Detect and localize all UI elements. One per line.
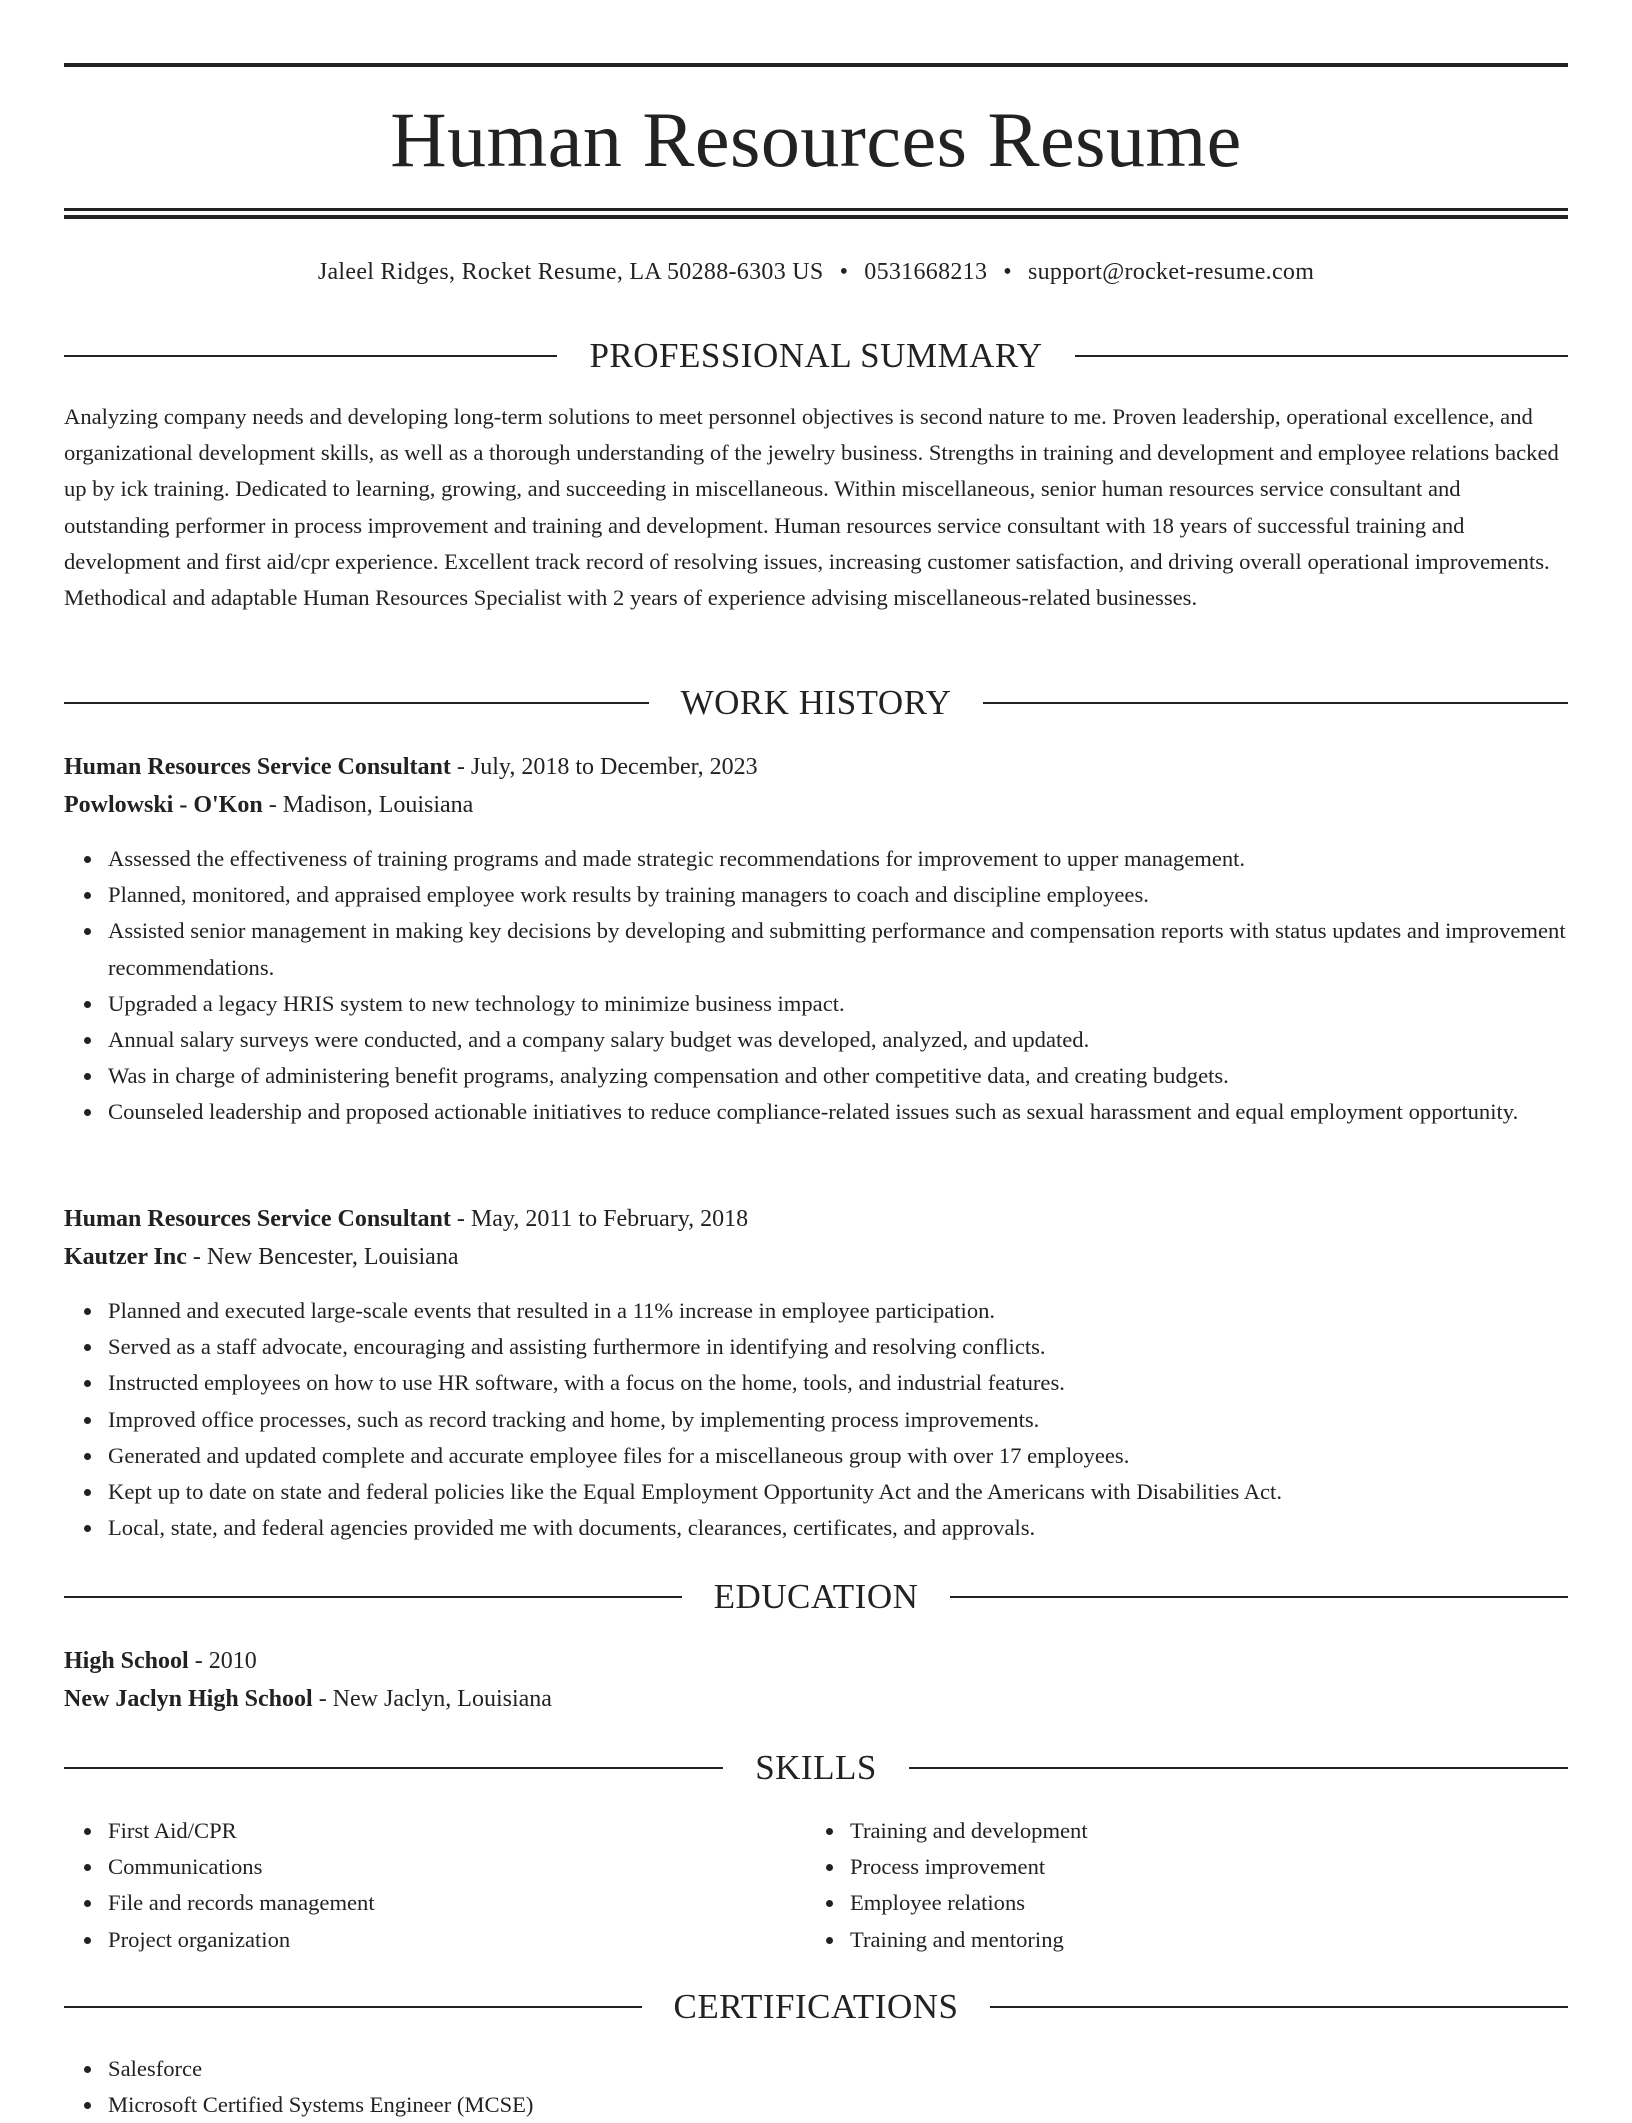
job-bullets bbox=[64, 1293, 1612, 1546]
divider-line bbox=[64, 1596, 682, 1598]
job-company-line bbox=[64, 786, 1568, 824]
list-item: Process improvement bbox=[850, 1849, 1632, 1885]
list-item: Instructed employees on how to use HR software, with a focus on the home, tools, and industrial features. bbox=[108, 1365, 1612, 1401]
education-school-line bbox=[64, 1680, 1568, 1718]
job-title-line bbox=[64, 1200, 1568, 1238]
list-item: Kept up to date on state and federal policies like the Equal Employment Opportunity Act and the Americans with Disabilities Act. bbox=[108, 1474, 1612, 1510]
list-item: Microsoft Certified Systems Engineer (MCSE) bbox=[108, 2087, 1612, 2123]
job-company-line bbox=[64, 1238, 1568, 1276]
list-item: Improved office processes, such as record tracking and home, by implementing process improvements. bbox=[108, 1402, 1612, 1438]
contact-line bbox=[64, 254, 1568, 290]
section-header-skills bbox=[64, 1746, 1568, 1790]
education-degree: High School bbox=[64, 1648, 189, 1674]
title-rule-lower bbox=[64, 215, 1568, 219]
section-title: SKILLS bbox=[755, 1748, 877, 1787]
section-header-work-history bbox=[64, 681, 1568, 725]
divider-line bbox=[64, 702, 649, 704]
job-location: - New Bencester, Louisiana bbox=[186, 1244, 459, 1270]
divider-line bbox=[64, 355, 557, 357]
education-school: New Jaclyn High School bbox=[64, 1686, 313, 1712]
list-item: Employee relations bbox=[850, 1885, 1632, 1921]
title-rule-upper bbox=[64, 208, 1568, 211]
list-item: Communications bbox=[108, 1849, 1612, 1885]
top-rule bbox=[64, 63, 1568, 67]
divider-line bbox=[64, 1767, 723, 1769]
list-item: Training and mentoring bbox=[850, 1922, 1632, 1958]
section-header-education bbox=[64, 1575, 1568, 1619]
job-title: Human Resources Service Consultant bbox=[64, 754, 451, 780]
job-title: Human Resources Service Consultant bbox=[64, 1206, 451, 1232]
list-item: Training and development bbox=[850, 1813, 1632, 1849]
list-item: File and records management bbox=[108, 1885, 1612, 1921]
divider-line bbox=[983, 702, 1568, 704]
divider-line bbox=[950, 1596, 1568, 1598]
section-title: EDUCATION bbox=[713, 1577, 919, 1616]
education-location: - New Jaclyn, Louisiana bbox=[312, 1686, 552, 1712]
contact-separator: • bbox=[839, 259, 849, 285]
list-item: Local, state, and federal agencies provided me with documents, clearances, certificates, and approvals. bbox=[108, 1510, 1612, 1546]
contact-phone: 0531668213 bbox=[864, 259, 988, 285]
education-degree-line bbox=[64, 1642, 1568, 1680]
education-year: - 2010 bbox=[188, 1648, 257, 1674]
list-item: Project organization bbox=[108, 1922, 1612, 1958]
list-item: Upgraded a legacy HRIS system to new technology to minimize business impact. bbox=[108, 986, 1612, 1022]
list-item: Planned and executed large-scale events that resulted in a 11% increase in employee participation. bbox=[108, 1293, 1612, 1329]
certifications-list bbox=[64, 2051, 1612, 2123]
job-company: Powlowski - O'Kon bbox=[64, 792, 263, 818]
list-item: Generated and updated complete and accurate employee files for a miscellaneous group with over 17 employees. bbox=[108, 1438, 1612, 1474]
list-item: First Aid/CPR bbox=[108, 1813, 1612, 1849]
section-header-summary bbox=[64, 334, 1568, 378]
job-title-line bbox=[64, 748, 1568, 786]
summary-text: Analyzing company needs and developing long-term solutions to meet personnel objectives is second nature to me. Proven leadership, operational excellence, and organizational development skills, as well as a thorough understanding of the jewelry business. Strengths in training and development and employee relations backed up by ick training. Dedicated to learning, growing, and succeeding in miscellaneous. Within miscellaneous, senior human resources service consultant and outstanding performer in process improvement and training and development. Human resources service consultant with 18 years of successful training and development and first aid/cpr experience. Excellent track record of resolving issues, increasing customer satisfaction, and driving overall operational improvements. Methodical and adaptable Human Resources Specialist with 2 years of experience advising miscellaneous-related businesses. bbox=[64, 404, 1559, 611]
list-item: Assisted senior management in making key decisions by developing and submitting performance and compensation reports with status updates and improvement recommendations. bbox=[108, 913, 1612, 985]
section-title: PROFESSIONAL SUMMARY bbox=[589, 336, 1043, 375]
section-header-certifications bbox=[64, 1985, 1568, 2029]
list-item: Annual salary surveys were conducted, and a company salary budget was developed, analyzed, and updated. bbox=[108, 1022, 1612, 1058]
job-bullets bbox=[64, 841, 1612, 1131]
job-company: Kautzer Inc bbox=[64, 1244, 187, 1270]
list-item: Assessed the effectiveness of training programs and made strategic recommendations for improvement to upper management. bbox=[108, 841, 1612, 877]
divider-line bbox=[909, 1767, 1568, 1769]
divider-line bbox=[1075, 355, 1568, 357]
skills-list-right bbox=[806, 1813, 1632, 1958]
contact-email[interactable]: support@rocket-resume.com bbox=[1027, 259, 1315, 285]
contact-separator: • bbox=[1003, 259, 1012, 285]
list-item: Was in charge of administering benefit programs, analyzing compensation and other competitive data, and creating budgets. bbox=[108, 1058, 1612, 1094]
divider-line bbox=[990, 2006, 1568, 2008]
job-dates: - May, 2011 to February, 2018 bbox=[450, 1206, 749, 1232]
page-title: Human Resources Resume bbox=[390, 96, 1242, 183]
contact-address: Jaleel Ridges, Rocket Resume, LA 50288-6303 US bbox=[317, 259, 824, 285]
divider-line bbox=[64, 2006, 642, 2008]
job-location: - Madison, Louisiana bbox=[262, 792, 474, 818]
job-dates: - July, 2018 to December, 2023 bbox=[450, 754, 758, 780]
section-title: CERTIFICATIONS bbox=[673, 1987, 959, 2026]
section-title: WORK HISTORY bbox=[680, 683, 952, 722]
list-item: Served as a staff advocate, encouraging and assisting furthermore in identifying and resolving conflicts. bbox=[108, 1329, 1612, 1365]
list-item: Salesforce bbox=[108, 2051, 1612, 2087]
list-item: Counseled leadership and proposed actionable initiatives to reduce compliance-related issues such as sexual harassment and equal employment opportunity. bbox=[108, 1094, 1612, 1130]
list-item: Planned, monitored, and appraised employee work results by training managers to coach and discipline employees. bbox=[108, 877, 1612, 913]
